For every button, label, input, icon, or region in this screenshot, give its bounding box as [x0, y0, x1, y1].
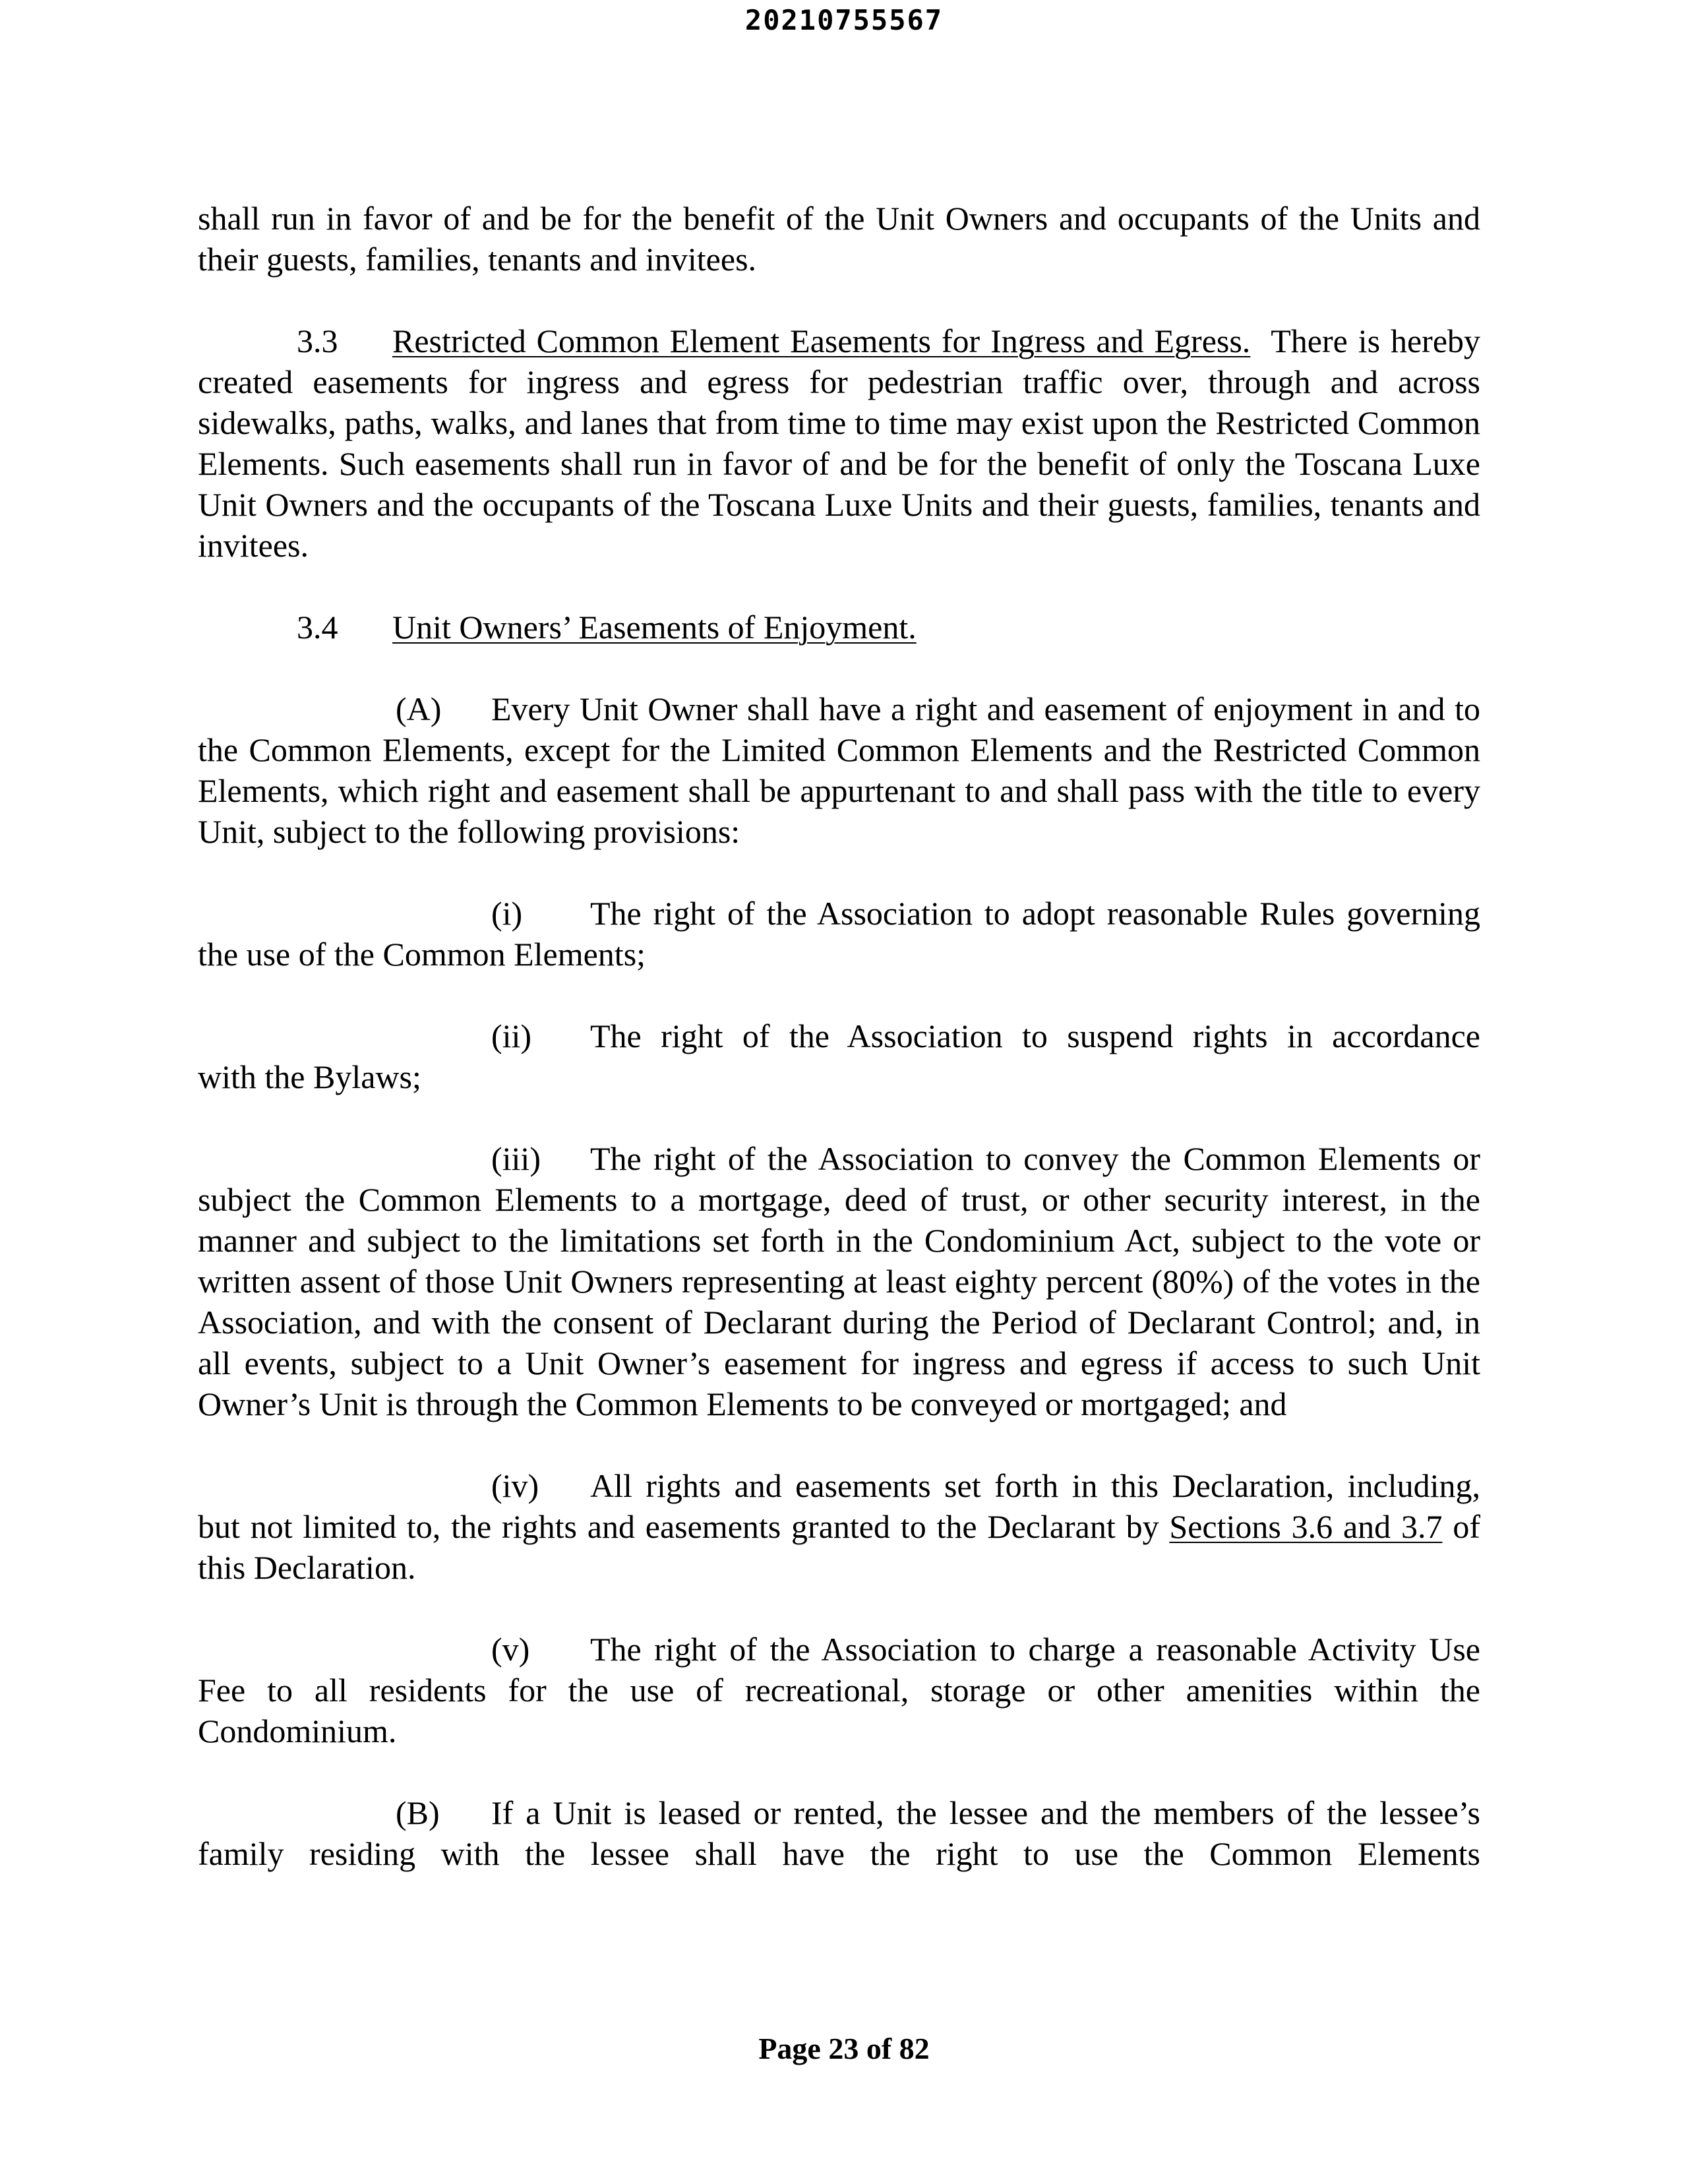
section-title: Unit Owners’ Easements of Enjoyment.: [392, 609, 917, 646]
item-ii: [198, 1016, 1480, 1097]
subsection-a: [198, 688, 1480, 852]
item-ii-continuation: with the Bylaws;: [198, 1058, 421, 1095]
section-number: 3.3: [297, 322, 338, 359]
item-label: (ii): [491, 1017, 532, 1054]
section-number: 3.4: [297, 609, 338, 646]
item-iii: [198, 1138, 1480, 1424]
item-text: The right of the Association to convey the Common Elements or subject the Common Elements to a mortgage, deed of trust, or other security interest, in the manner and subject to the limitations set forth in the Condominium Act, subject to the vote or written assent of those Unit Owners representing at least eighty percent (80%) of the votes in the Association, and with the consent of Declarant during the Period of Declarant Control; and, in all events, subject to a Unit Owner’s easement for ingress and egress if access to such Unit Owner’s Unit is through the Common Elements to be conveyed or mortgaged; and: [198, 1140, 1480, 1422]
section-title: Restricted Common Element Easements for Ingress and Egress.: [392, 322, 1251, 359]
subsection-b: [198, 1792, 1480, 1874]
item-v: [198, 1629, 1480, 1751]
document-body: [198, 198, 1480, 1915]
item-iv: [198, 1465, 1480, 1588]
item-text: The right of the Association to charge a reasonable Activity Use Fee to all residents for the use of recreational, storage or other amenities within the Condominium.: [198, 1631, 1480, 1749]
cross-reference-link: Sections 3.6 and 3.7: [1169, 1508, 1443, 1545]
subsection-text: Every Unit Owner shall have a right and easement of enjoyment in and to the Common Elements, except for the Limited Common Elements and the Restricted Common Elements, which right and easement shall be appurtenant to and shall pass with the title to every Unit, subject to the following provisions:: [198, 690, 1480, 850]
item-text: The right of the Association to suspend rights in accordance: [590, 1017, 1480, 1054]
item-text: All rights and easements set forth in this Declaration, including, but not limited to, the rights and easements granted to the Declarant by: [198, 1467, 1480, 1545]
paragraph-continuation: [198, 198, 1480, 280]
item-label: (iv): [491, 1467, 539, 1504]
item-label: (v): [491, 1631, 530, 1668]
item-i: [198, 893, 1480, 975]
subsection-label: (B): [396, 1794, 440, 1831]
section-3-4: [198, 607, 1480, 648]
subsection-text: If a Unit is leased or rented, the lessee and the members of the lessee’s family residing with the lessee shall have the right to use the Common Elements: [198, 1794, 1480, 1872]
subsection-label: (A): [396, 690, 442, 727]
paragraph-text: shall run in favor of and be for the benefit of the Unit Owners and occupants of the Units and their guests, families, tenants and invitees.: [198, 200, 1480, 278]
page-number: Page 23 of 82: [758, 2032, 930, 2065]
document-number: 20210755567: [744, 4, 944, 36]
section-3-3: [198, 320, 1480, 566]
section-text: There is hereby created easements for ingress and egress for pedestrian traffic over, through and across sidewalks, paths, walks, and lanes that from time to time may exist upon the Restricted Common Elements. Such easements shall run in favor of and be for the benefit of only the Toscana Luxe Unit Owners and the occupants of the Toscana Luxe Units and their guests, families, tenants and invitees.: [198, 322, 1481, 564]
item-text: The right of the Association to adopt reasonable Rules governing the use of the Common Elements;: [198, 895, 1480, 973]
item-label: (iii): [491, 1140, 541, 1177]
item-ii-line: [198, 1016, 1480, 1056]
item-label: (i): [491, 895, 523, 932]
item-text-tail: of this Declaration.: [198, 1508, 1480, 1586]
